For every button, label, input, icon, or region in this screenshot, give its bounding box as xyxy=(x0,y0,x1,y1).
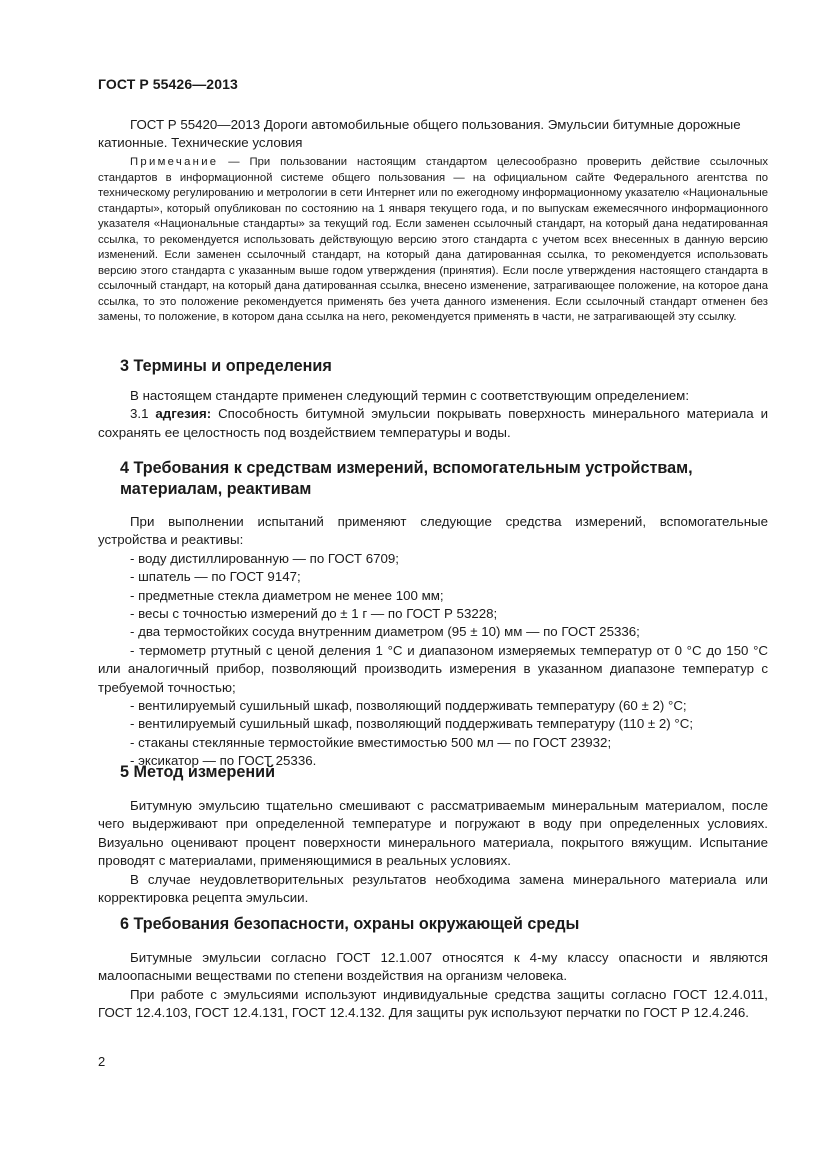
section-3-intro: В настоящем стандарте применен следующий термин с соответствующим определением: xyxy=(130,388,690,403)
term-name: адгезия: xyxy=(155,406,212,422)
reference-line-1: ГОСТ Р 55420—2013 Дороги автомобильные общего пользования. Эмульсии битумные дорожные xyxy=(130,117,741,132)
list-item: - два термостойких сосуда внутренним диаметром (95 ± 10) мм — по ГОСТ 25336; xyxy=(130,624,640,640)
section-3 xyxy=(98,356,768,442)
term-number: 3.1 xyxy=(130,406,156,422)
section-5-paragraph-2: В случае неудовлетворительных результатов необходима замена минерального материала или корректировка рецепта эмульсии. xyxy=(98,871,768,906)
section-6-paragraph-2: При работе с эмульсиями используют индивидуальные средства защиты согласно ГОСТ 12.4.011, ГОСТ 12.4.103, ГОСТ 12.4.131, ГОСТ 12.4.132. Для защиты рук используют перчатки по ГОСТ Р 12.4.246. xyxy=(98,986,768,1021)
list-item: - весы с точностью измерений до ± 1 г — по ГОСТ Р 53228; xyxy=(130,606,498,622)
section-6 xyxy=(98,914,768,1023)
section-4 xyxy=(98,458,768,771)
list-item: - термометр ртутный с ценой деления 1 °С и диапазоном измеряемых температур от 0 °С до 150 °С или аналогичный прибор, позволяющий производить измерения в указанном диапазоне температур с требуемой точностью; xyxy=(98,642,768,695)
term-definition xyxy=(98,405,768,442)
note-label: Примечание xyxy=(130,156,219,168)
section-4-intro: При выполнении испытаний применяют следующие средства измерений, вспомогательные устройства и реактивы: xyxy=(98,514,768,548)
section-3-heading: 3 Термины и определения xyxy=(120,357,332,375)
term-text: Способность битумной эмульсии покрывать поверхность минерального материала и сохранять ее целостность под воздействием температуры и воды. xyxy=(98,406,768,440)
section-5-paragraph-1: Битумную эмульсию тщательно смешивают с рассматриваемым минеральным материалом, после чего выдерживают при определенной температуре и погружают в воду при определенных условиях. Визуально оценивают процент поверхности минерального материала, покрытого вяжущим. Испытание проводят с материалами, применяющимися в реальных условиях. xyxy=(98,798,768,869)
list-item: - эксикатор — по ГОСТ 25336. xyxy=(130,753,317,769)
note-block xyxy=(98,155,768,326)
note-paragraph xyxy=(98,155,768,326)
page-header: ГОСТ Р 55426—2013 xyxy=(98,76,238,92)
list-item: - предметные стекла диаметром не менее 100 мм; xyxy=(130,587,444,603)
list-item: - стаканы стеклянные термостойкие вместимостью 500 мл — по ГОСТ 23932; xyxy=(130,734,612,750)
page-number: 2 xyxy=(98,1054,106,1069)
list-item: - воду дистиллированную — по ГОСТ 6709; xyxy=(130,550,399,566)
list-item: - вентилируемый сушильный шкаф, позволяющий поддерживать температуру (110 ± 2) °С; xyxy=(130,716,694,732)
list-item: - вентилируемый сушильный шкаф, позволяющий поддерживать температуру (60 ± 2) °С; xyxy=(130,698,687,714)
reference-line-2: катионные. Технические условия xyxy=(98,135,303,151)
section-5 xyxy=(98,762,768,907)
section-6-paragraph-1: Битумные эмульсии согласно ГОСТ 12.1.007 относятся к 4-му классу опасности и являются малоопасными веществами по степени воздействия на организм человека. xyxy=(98,950,768,984)
normative-reference xyxy=(98,116,768,153)
list-item: - шпатель — по ГОСТ 9147; xyxy=(130,569,301,585)
section-4-heading: 4 Требования к средствам измерений, вспомогательным устройствам, материалам, реактивам xyxy=(120,459,693,498)
note-text: — При пользовании настоящим стандартом целесообразно проверить действие ссылочных стандартов в информационной системе общего пользования — на официальном сайте Федерального агентства по техническому регулированию и метрологии в сети Интернет или по ежегодному информационному указателю «Национальные стандарты», который опубликован по состоянию на 1 января текущего года, и по выпускам ежемесячного информационного указателя «Национальные стандарты» за текущий год. Если заменен ссылочный стандарт, на который дана недатированная ссылка, то рекомендуется использовать действующую версию этого стандарта с учетом всех внесенных в данную версию изменений. Если заменен ссылочный стандарт, на который дана датированная ссылка, то рекомендуется использовать версию этого стандарта с указанным выше годом утверждения (принятия). Если после утверждения настоящего стандарта в ссылочный стандарт, на который дана датированная ссылка, внесено изменение, затрагивающее положение, на которое дана ссылка, то это положение рекомендуется применять без учета данного изменения. Если ссылочный стандарт отменен без замены, то положение, в котором дана ссылка на него, рекомендуется применять в части, не затрагивающей эту ссылку. xyxy=(98,156,768,324)
section-5-heading: 5 Метод измерений xyxy=(120,763,276,781)
section-6-heading: 6 Требования безопасности, охраны окружающей среды xyxy=(120,915,580,933)
